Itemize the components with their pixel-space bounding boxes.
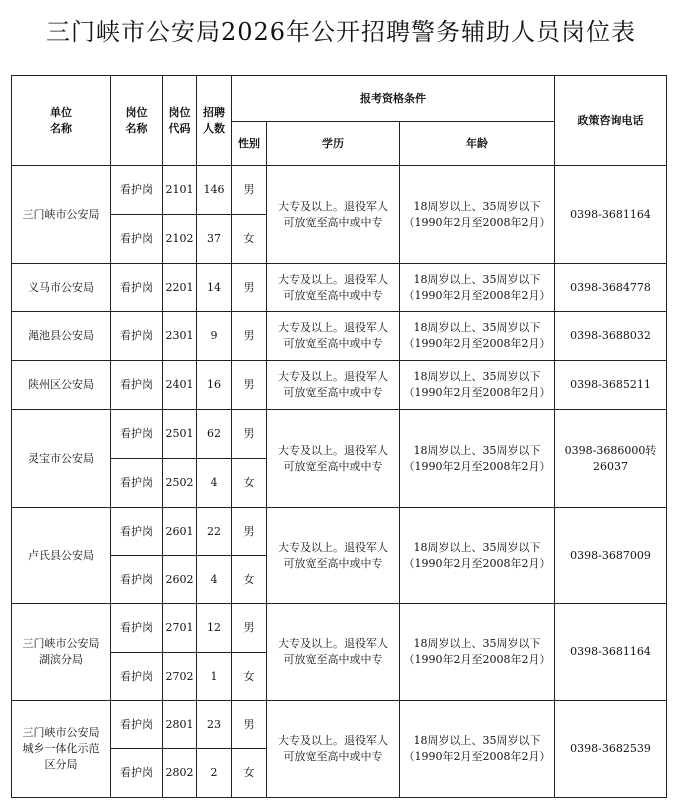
age-requirement: 18周岁以上、35周岁以下 （1990年2月至2008年2月） bbox=[400, 410, 555, 508]
age-requirement: 18周岁以上、35周岁以下 （1990年2月至2008年2月） bbox=[400, 361, 555, 410]
hire-count: 12 bbox=[197, 604, 232, 653]
age-requirement: 18周岁以上、35周岁以下 （1990年2月至2008年2月） bbox=[400, 508, 555, 604]
age-requirement: 18周岁以上、35周岁以下 （1990年2月至2008年2月） bbox=[400, 166, 555, 264]
hire-count: 2 bbox=[197, 749, 232, 798]
position-code: 2201 bbox=[163, 264, 197, 312]
table-row bbox=[12, 604, 667, 653]
gender: 男 bbox=[232, 166, 267, 215]
table-row bbox=[12, 701, 667, 749]
consult-phone: 0398-3687009 bbox=[555, 508, 667, 604]
hire-count: 23 bbox=[197, 701, 232, 749]
position-name: 看护岗 bbox=[111, 410, 163, 459]
age-requirement: 18周岁以上、35周岁以下 （1990年2月至2008年2月） bbox=[400, 701, 555, 798]
consult-phone: 0398-3681164 bbox=[555, 166, 667, 264]
hire-count: 4 bbox=[197, 556, 232, 604]
consult-phone: 0398-3685211 bbox=[555, 361, 667, 410]
header-position: 岗位 名称 bbox=[111, 76, 163, 166]
education-requirement: 大专及以上。退役军人 可放宽至高中或中专 bbox=[267, 166, 400, 264]
table-row bbox=[12, 264, 667, 312]
position-name: 看护岗 bbox=[111, 215, 163, 264]
position-name: 看护岗 bbox=[111, 361, 163, 410]
header-unit: 单位 名称 bbox=[12, 76, 111, 166]
gender: 女 bbox=[232, 653, 267, 701]
unit-name: 义马市公安局 bbox=[12, 264, 111, 312]
position-name: 看护岗 bbox=[111, 264, 163, 312]
gender: 男 bbox=[232, 701, 267, 749]
header-requirements: 报考资格条件 bbox=[232, 76, 555, 122]
position-code: 2801 bbox=[163, 701, 197, 749]
hire-count: 146 bbox=[197, 166, 232, 215]
consult-phone: 0398-3682539 bbox=[555, 701, 667, 798]
age-requirement: 18周岁以上、35周岁以下 （1990年2月至2008年2月） bbox=[400, 604, 555, 701]
gender: 男 bbox=[232, 312, 267, 361]
position-code: 2802 bbox=[163, 749, 197, 798]
header-gender: 性别 bbox=[232, 122, 267, 166]
position-name: 看护岗 bbox=[111, 701, 163, 749]
education-requirement: 大专及以上。退役军人 可放宽至高中或中专 bbox=[267, 361, 400, 410]
gender: 男 bbox=[232, 508, 267, 556]
position-name: 看护岗 bbox=[111, 459, 163, 508]
position-name: 看护岗 bbox=[111, 556, 163, 604]
age-requirement: 18周岁以上、35周岁以下 （1990年2月至2008年2月） bbox=[400, 264, 555, 312]
gender: 男 bbox=[232, 604, 267, 653]
hire-count: 22 bbox=[197, 508, 232, 556]
gender: 男 bbox=[232, 361, 267, 410]
position-name: 看护岗 bbox=[111, 653, 163, 701]
education-requirement: 大专及以上。退役军人 可放宽至高中或中专 bbox=[267, 508, 400, 604]
hire-count: 4 bbox=[197, 459, 232, 508]
education-requirement: 大专及以上。退役军人 可放宽至高中或中专 bbox=[267, 410, 400, 508]
education-requirement: 大专及以上。退役军人 可放宽至高中或中专 bbox=[267, 264, 400, 312]
header-count: 招聘 人数 bbox=[197, 76, 232, 166]
age-requirement: 18周岁以上、35周岁以下 （1990年2月至2008年2月） bbox=[400, 312, 555, 361]
table-row bbox=[12, 410, 667, 459]
position-code: 2601 bbox=[163, 508, 197, 556]
gender: 女 bbox=[232, 215, 267, 264]
header-education: 学历 bbox=[267, 122, 400, 166]
table-row bbox=[12, 312, 667, 361]
position-code: 2101 bbox=[163, 166, 197, 215]
education-requirement: 大专及以上。退役军人 可放宽至高中或中专 bbox=[267, 701, 400, 798]
education-requirement: 大专及以上。退役军人 可放宽至高中或中专 bbox=[267, 604, 400, 701]
gender: 女 bbox=[232, 556, 267, 604]
position-name: 看护岗 bbox=[111, 508, 163, 556]
unit-name: 渑池县公安局 bbox=[12, 312, 111, 361]
header-row-1 bbox=[12, 76, 667, 122]
header-phone: 政策咨询电话 bbox=[555, 76, 667, 166]
position-code: 2502 bbox=[163, 459, 197, 508]
unit-name: 三门峡市公安局 bbox=[12, 166, 111, 264]
unit-name: 卢氏县公安局 bbox=[12, 508, 111, 604]
table-row bbox=[12, 508, 667, 556]
gender: 男 bbox=[232, 264, 267, 312]
position-code: 2702 bbox=[163, 653, 197, 701]
position-code: 2602 bbox=[163, 556, 197, 604]
position-code: 2401 bbox=[163, 361, 197, 410]
position-code: 2701 bbox=[163, 604, 197, 653]
position-code: 2301 bbox=[163, 312, 197, 361]
position-name: 看护岗 bbox=[111, 604, 163, 653]
hire-count: 9 bbox=[197, 312, 232, 361]
positions-table bbox=[11, 75, 667, 798]
header-code: 岗位 代码 bbox=[163, 76, 197, 166]
hire-count: 16 bbox=[197, 361, 232, 410]
position-name: 看护岗 bbox=[111, 749, 163, 798]
table-row bbox=[12, 361, 667, 410]
position-code: 2102 bbox=[163, 215, 197, 264]
consult-phone: 0398-3688032 bbox=[555, 312, 667, 361]
hire-count: 14 bbox=[197, 264, 232, 312]
consult-phone: 0398-3681164 bbox=[555, 604, 667, 701]
header-age: 年龄 bbox=[400, 122, 555, 166]
unit-name: 陕州区公安局 bbox=[12, 361, 111, 410]
education-requirement: 大专及以上。退役军人 可放宽至高中或中专 bbox=[267, 312, 400, 361]
position-name: 看护岗 bbox=[111, 312, 163, 361]
unit-name: 三门峡市公安局 城乡一体化示范 区分局 bbox=[12, 701, 111, 798]
consult-phone: 0398-3684778 bbox=[555, 264, 667, 312]
position-name: 看护岗 bbox=[111, 166, 163, 215]
hire-count: 1 bbox=[197, 653, 232, 701]
unit-name: 三门峡市公安局 湖滨分局 bbox=[12, 604, 111, 701]
hire-count: 62 bbox=[197, 410, 232, 459]
table-row bbox=[12, 166, 667, 215]
gender: 女 bbox=[232, 459, 267, 508]
consult-phone: 0398-3686000转 26037 bbox=[555, 410, 667, 508]
gender: 女 bbox=[232, 749, 267, 798]
gender: 男 bbox=[232, 410, 267, 459]
unit-name: 灵宝市公安局 bbox=[12, 410, 111, 508]
page-title: 三门峡市公安局2026年公开招聘警务辅助人员岗位表 bbox=[45, 18, 637, 46]
hire-count: 37 bbox=[197, 215, 232, 264]
position-code: 2501 bbox=[163, 410, 197, 459]
